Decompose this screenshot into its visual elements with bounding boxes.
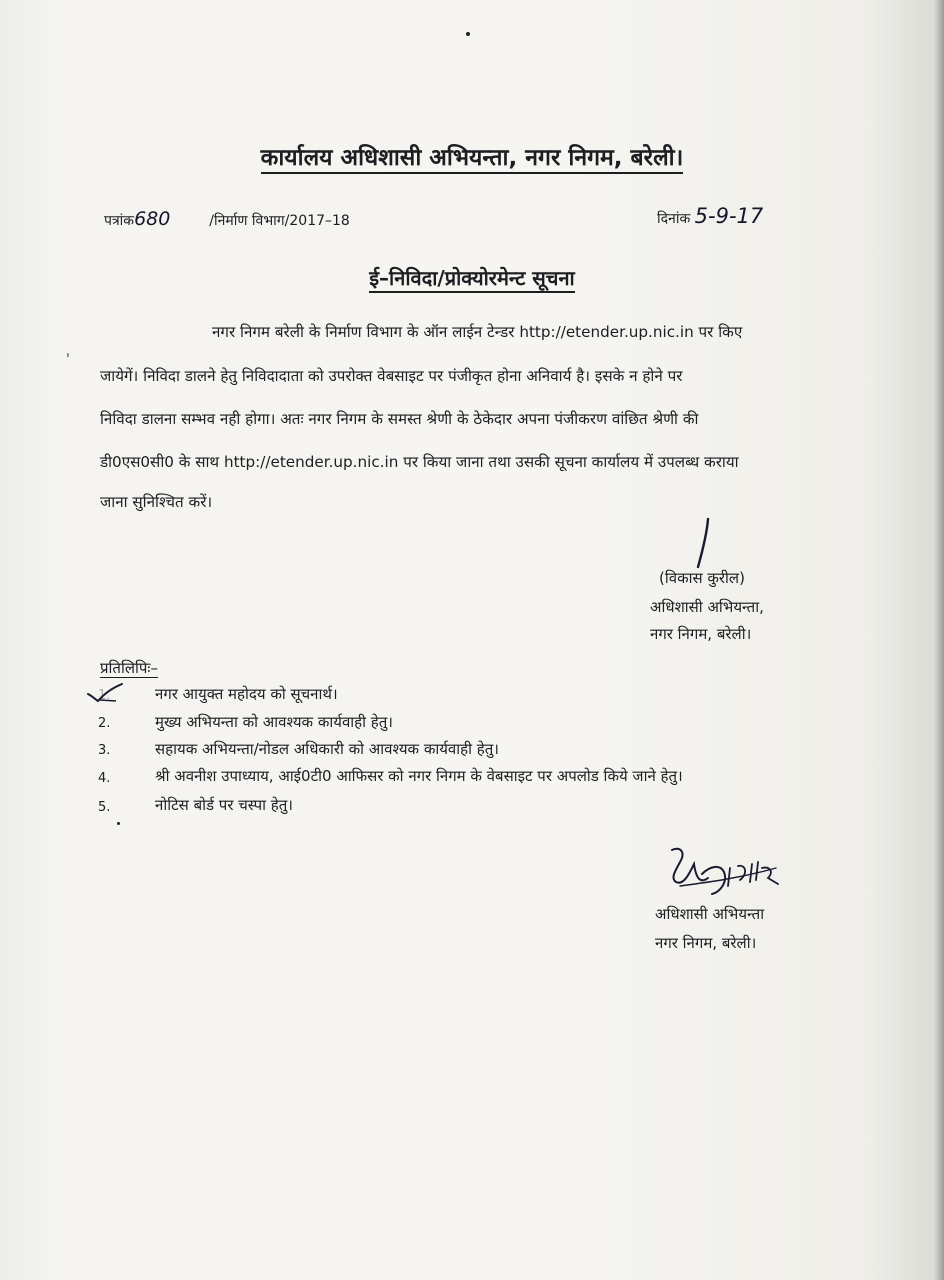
copy-item-text: मुख्य अभियन्ता को आवश्यक कार्यवाही हेतु। [155, 713, 393, 731]
signatory2-office: नगर निगम, बरेली। [655, 934, 757, 952]
date-label: दिनांक [657, 211, 691, 227]
notice-title: ई–निविदा/प्रोक्योरमेन्ट सूचना [0, 264, 944, 291]
signatory-office: नगर निगम, बरेली। [650, 625, 752, 643]
margin-mark: ˈ [66, 352, 70, 368]
copy-item-text: नोटिस बोर्ड पर चस्पा हेतु। [155, 796, 293, 814]
reference-line [104, 208, 350, 230]
page-edge-shadow [934, 0, 944, 1280]
copy-item-text: श्री अवनीश उपाध्याय, आई0टी0 आफिसर को नगर निगम के वेबसाइट पर अपलोड किये जाने हेतु। [155, 767, 683, 785]
copy-item-number: 2. [98, 716, 111, 731]
notice-line-4: डी0एस0सी0 के साथ http://etender.up.nic.in पर किया जाना तथा उसकी सूचना कार्यालय में उपलब्ध कराया [100, 453, 739, 471]
copy-item-number: 3. [98, 743, 111, 758]
ref-suffix: /निर्माण विभाग/2017–18 [209, 213, 350, 229]
date-value: 5-9-17 [694, 204, 764, 228]
speck [117, 822, 120, 825]
notice-line-3: निविदा डालना सम्भव नही होगा। अतः नगर निगम के समस्त श्रेणी के ठेकेदार अपना पंजीकरण वांछित श्रेणी की [100, 410, 699, 428]
signatory-designation: अधिशासी अभियन्ता, [650, 598, 764, 616]
signature-stroke [692, 515, 722, 570]
copy-item-text: नगर आयुक्त महोदय को सूचनार्थ। [155, 685, 338, 703]
ref-number: 680 [134, 208, 171, 230]
ref-prefix: पत्रांक [104, 213, 135, 229]
signatory-name: (विकास कुरील) [659, 569, 745, 587]
copy-item-number: 1. [98, 688, 111, 703]
copy-item-number: 4. [98, 771, 111, 786]
signatory2-designation: अधिशासी अभियन्ता [655, 905, 765, 923]
office-title: कार्यालय अधिशासी अभियन्ता, नगर निगम, बरेली। [0, 140, 944, 172]
copy-item-number: 5. [98, 800, 111, 815]
handwritten-signature [650, 838, 790, 908]
copy-to-label: प्रतिलिपिः– [100, 659, 158, 677]
notice-line-2: जायेगें। निविदा डालने हेतु निविदादाता को उपरोक्त वेबसाइट पर पंजीकृत होना अनिवार्य है। इसके न होने पर [100, 367, 683, 385]
date-line [657, 204, 763, 228]
notice-line-1: नगर निगम बरेली के निर्माण विभाग के ऑन लाईन टेन्डर http://etender.up.nic.in पर किए [212, 323, 743, 341]
notice-line-5: जाना सुनिश्चित करें। [100, 493, 213, 511]
speck [466, 32, 470, 36]
copy-item-text: सहायक अभियन्ता/नोडल अधिकारी को आवश्यक कार्यवाही हेतु। [155, 740, 499, 758]
